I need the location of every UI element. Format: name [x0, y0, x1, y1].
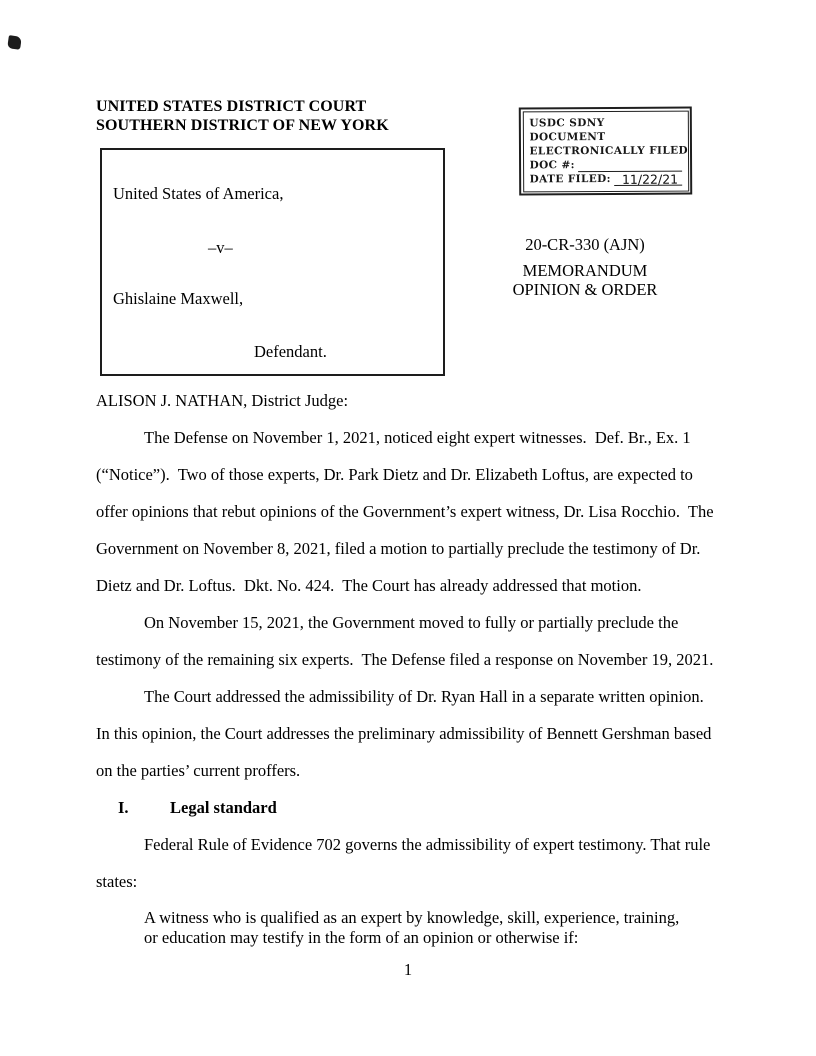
doc-number-label: DOC #: — [529, 158, 575, 171]
page-number: 1 — [403, 960, 413, 979]
document-title-line2: OPINION & ORDER — [512, 280, 658, 299]
scan-artifact — [7, 35, 22, 50]
stamp-doc-number-row — [530, 157, 682, 172]
date-filed-label: DATE FILED: — [529, 172, 611, 185]
court-name: UNITED STATES DISTRICT COURT — [96, 98, 367, 115]
judge-line: ALISON J. NATHAN, District Judge: — [96, 391, 349, 410]
section-title: Legal standard — [170, 798, 277, 817]
date-filed-blank — [614, 172, 682, 185]
case-caption-box — [100, 148, 445, 376]
opinion-body — [96, 382, 722, 947]
document-title-line1: MEMORANDUM — [522, 261, 648, 280]
section-number: I. — [118, 798, 129, 817]
stamp-date-filed-row — [530, 171, 682, 186]
stamp-line-document: DOCUMENT — [529, 130, 606, 143]
filed-stamp-inner — [522, 110, 688, 192]
body-paragraph: Federal Rule of Evidence 702 governs the admissibility of expert testimony. That rule states: — [96, 835, 715, 891]
body-paragraph: The Court addressed the admissibility of Dr. Ryan Hall in a separate written opinion. In this opinion, the Court addresses the preliminary admissibility of Bennett Gershman based on the parties’ current proffers. — [96, 687, 716, 780]
case-number: 20-CR-330 (AJN) — [525, 235, 645, 254]
rule-blockquote: A witness who is qualified as an expert by knowledge, skill, experience, training, or education may testify in the form of an opinion or otherwise if: — [144, 908, 684, 947]
defendant-label: Defendant. — [254, 342, 327, 361]
filed-stamp — [519, 107, 692, 196]
section-heading-legal-standard — [96, 789, 722, 826]
defendant-name: Ghislaine Maxwell, — [113, 289, 244, 308]
court-header — [96, 97, 389, 135]
district-name: SOUTHERN DISTRICT OF NEW YORK — [96, 117, 389, 134]
stamp-line-usdc: USDC SDNY — [529, 116, 605, 129]
stamp-line-efiled: ELECTRONICALLY FILED — [529, 144, 689, 157]
case-info-column — [450, 235, 720, 299]
doc-number-blank — [578, 158, 682, 172]
plaintiff-name: United States of America, — [113, 184, 284, 203]
body-paragraph: The Defense on November 1, 2021, noticed eight expert witnesses. Def. Br., Ex. 1 (“Notice”). Two of those experts, Dr. Park Dietz and Dr. Elizabeth Loftus, are expected to offer opinions that rebut opinions of the Government’s expert witness, Dr. Lisa Rocchio. The Government on November 8, 2021, filed a motion to partially preclude the testimony of Dr. Dietz and Dr. Loftus. Dkt. No. 424. The Court has already addressed that motion. — [96, 428, 718, 595]
versus-separator: –v– — [208, 238, 233, 257]
body-paragraph: On November 15, 2021, the Government moved to fully or partially preclude the testimony of the remaining six experts. The Defense filed a response on November 19, 2021. — [96, 613, 714, 669]
date-filed-value: 11/22/21 — [621, 171, 679, 187]
